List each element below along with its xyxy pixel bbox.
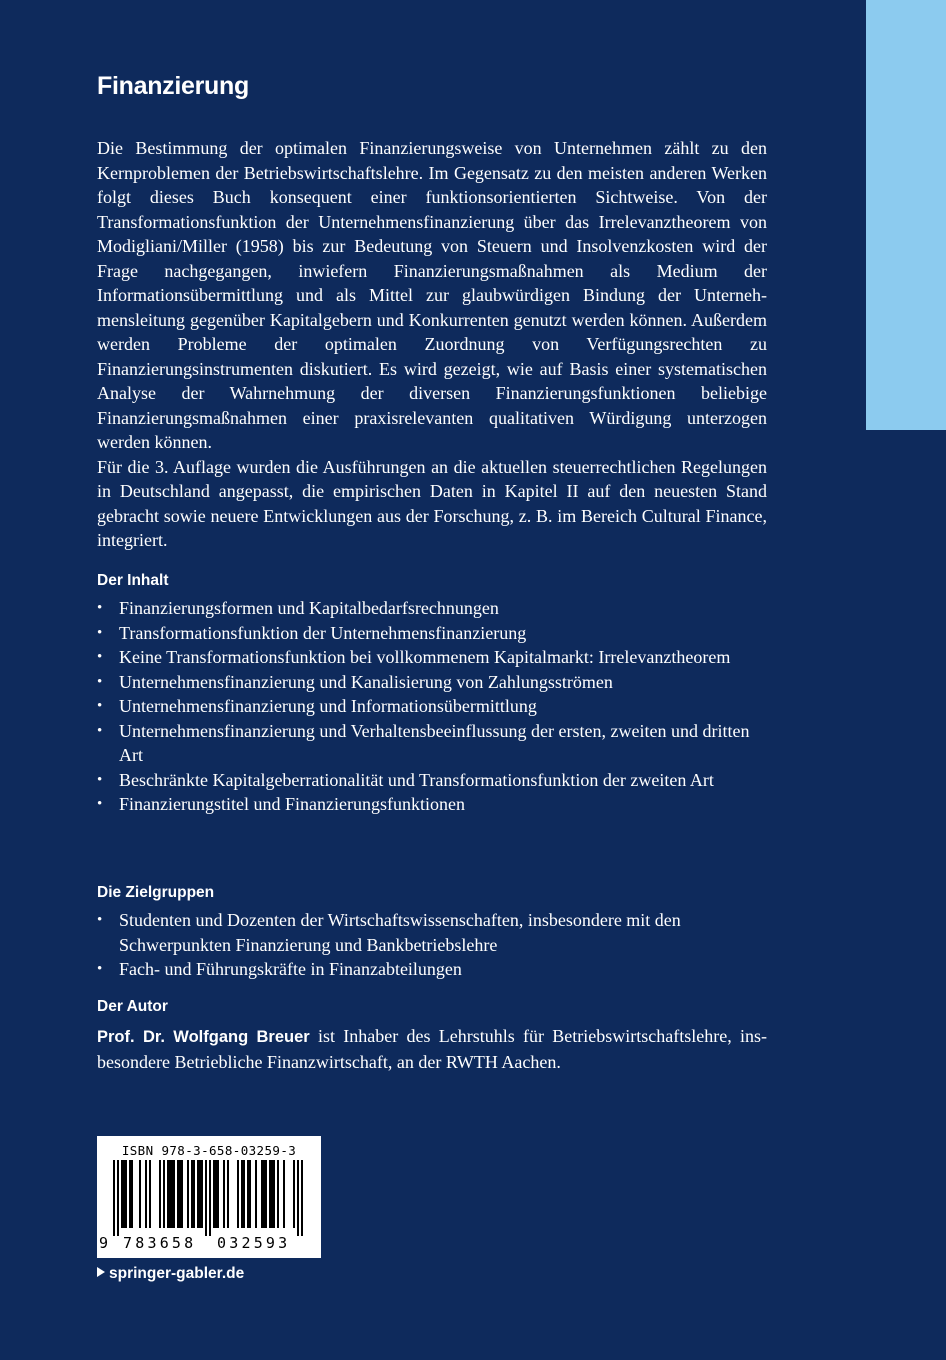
contents-list <box>97 596 767 817</box>
barcode-bar <box>173 1160 175 1228</box>
barcode-bar <box>215 1160 217 1228</box>
contents-heading: Der Inhalt <box>97 572 169 589</box>
barcode-bar <box>167 1160 169 1228</box>
isbn-barcode <box>97 1136 321 1258</box>
barcode-bar <box>129 1160 131 1228</box>
author-section <box>97 998 767 1074</box>
barcode-bar <box>249 1160 251 1228</box>
barcode-bar <box>193 1160 195 1228</box>
book-description <box>97 136 767 553</box>
list-item: • Beschränkte Kapitalgeberrationalität und Transformationsfunktion der zweiten Art <box>97 768 767 793</box>
author-bio <box>97 1024 767 1074</box>
barcode-bar <box>113 1160 115 1236</box>
list-item: • Fach- und Führungskräfte in Finanzabteilungen <box>97 957 767 982</box>
barcode-bar <box>171 1160 173 1228</box>
barcode-bar <box>261 1160 263 1228</box>
barcode-bar <box>201 1160 203 1228</box>
website-text: springer-gabler.de <box>109 1265 245 1282</box>
target-groups-section <box>97 884 767 982</box>
author-heading: Der Autor <box>97 998 168 1015</box>
barcode-bar <box>241 1160 243 1228</box>
barcode-bar <box>145 1160 147 1228</box>
barcode-bar <box>255 1160 257 1228</box>
barcode-bar <box>247 1160 249 1228</box>
barcode-bar <box>269 1160 271 1228</box>
barcode-digits-right: 032593 <box>217 1234 291 1252</box>
barcode-bar <box>163 1160 165 1228</box>
book-title: Finanzierung <box>97 72 249 100</box>
barcode-bar <box>227 1160 229 1228</box>
play-arrow-icon <box>97 1267 105 1277</box>
barcode-bar <box>243 1160 245 1228</box>
barcode-bar <box>125 1160 127 1228</box>
barcode-bar <box>273 1160 275 1228</box>
barcode-bar <box>199 1160 201 1228</box>
publisher-website-link[interactable] <box>97 1265 244 1283</box>
list-item: • Studenten und Dozenten der Wirtschaftswissenschaften, insbesondere mit den Schwerpunkten Finanzierung und Bankbetriebslehre <box>97 908 767 957</box>
barcode-bar <box>191 1160 193 1228</box>
target-groups-list <box>97 908 767 982</box>
barcode-bar <box>123 1160 125 1228</box>
list-item: • Finanzierungstitel und Finanzierungsfunktionen <box>97 792 767 817</box>
barcode-bar <box>297 1160 299 1236</box>
barcode-bar <box>263 1160 265 1228</box>
barcode-bar <box>121 1160 123 1228</box>
barcode-bar <box>205 1160 207 1236</box>
barcode-bar <box>265 1160 267 1228</box>
barcode-bar <box>181 1160 183 1228</box>
cover-accent-tab <box>866 0 946 430</box>
list-item: • Finanzierungsformen und Kapitalbedarfsrechnungen <box>97 596 767 621</box>
contents-section <box>97 572 767 817</box>
author-name: Prof. Dr. Wolfgang Breuer <box>97 1028 310 1046</box>
barcode-bar <box>177 1160 179 1228</box>
barcode-bar <box>237 1160 239 1228</box>
isbn-label: ISBN 978-3-658-03259-3 <box>121 1143 297 1158</box>
barcode-bar <box>283 1160 285 1228</box>
barcode-bar <box>223 1160 225 1228</box>
list-item: • Transformationsfunktion der Unternehmensfinanzierung <box>97 621 767 646</box>
barcode-lead-digit: 9 <box>99 1234 109 1252</box>
barcode-bar <box>271 1160 273 1228</box>
author-bio-text: ist Inhaber des Lehrstuhls für Betriebswirtschaftslehre, insbesondere Betriebliche Finanzwirtschaft, an der RWTH Aachen. <box>97 1026 767 1072</box>
barcode-bars-icon <box>107 1160 313 1236</box>
list-item: • Unternehmensfinanzierung und Kanalisierung von Zahlungsströmen <box>97 670 767 695</box>
description-paragraph-1: Die Bestimmung der optimalen Finanzierungsweise von Unternehmen zählt zu den Kernproblemen der Betriebswirtschaftslehre. Im Gegensatz zu den meisten anderen Werken folgt dieses Buch konsequent einer funktionsorientierten Sichtweise. Von der Transformationsfunktion der Unternehmensfinanzierung über das Irrelevanztheorem von Modigliani/Miller (1958) bis zur Bedeutung von Steuern und Insolvenzkosten wird der Frage nachgegangen, inwiefern Finanzierungsmaßnahmen als Medium der Informationsübermittlung und als Mittel zur glaubwürdigen Bindung der Unternehmensleitung gegenüber Kapitalgebern und Konkurrenten genutzt werden können. Außerdem werden Probleme der optimalen Zuordnung von Verfügungsrechten zu Finanzierungsinstrumenten diskutiert. Es wird gezeigt, wie auf Basis einer systematischen Analyse der Wahrnehmung der diversen Finanzierungsfunktionen beliebige Finanzierungsmaßnahmen einer praxisrelevanten qualitativen Würdigung unterzogen werden können. <box>97 138 767 452</box>
barcode-bar <box>213 1160 215 1228</box>
barcode-bar <box>131 1160 133 1228</box>
barcode-digits-left: 783658 <box>123 1234 197 1252</box>
description-paragraph-2: Für die 3. Auflage wurden die Ausführungen an die aktuellen steuerrechtlichen Regelungen in Deutschland angepasst, die empirischen Daten in Kapitel II auf den neuesten Stand gebracht sowie neuere Entwicklungen aus der Forschung, z. B. im Bereich Cultural Finance, integriert. <box>97 456 767 550</box>
barcode-bar <box>169 1160 171 1228</box>
list-item: • Unternehmensfinanzierung und Informationsübermittlung <box>97 694 767 719</box>
barcode-bar <box>149 1160 151 1228</box>
barcode-bar <box>187 1160 189 1228</box>
list-item: • Keine Transformationsfunktion bei vollkommenem Kapitalmarkt: Irrelevanztheorem <box>97 645 767 670</box>
barcode-bar <box>159 1160 161 1228</box>
barcode-bar <box>139 1160 141 1228</box>
barcode-bar <box>277 1160 279 1228</box>
barcode-bar <box>117 1160 119 1236</box>
barcode-bar <box>209 1160 211 1236</box>
barcode-bar <box>217 1160 219 1228</box>
target-groups-heading: Die Zielgruppen <box>97 884 215 901</box>
barcode-bar <box>293 1160 295 1228</box>
list-item: • Unternehmensfinanzierung und Verhaltensbeeinflussung der ersten, zweiten und dritten Art <box>97 719 767 768</box>
barcode-bar <box>179 1160 181 1228</box>
barcode-bar <box>301 1160 303 1236</box>
barcode-bar <box>197 1160 199 1228</box>
